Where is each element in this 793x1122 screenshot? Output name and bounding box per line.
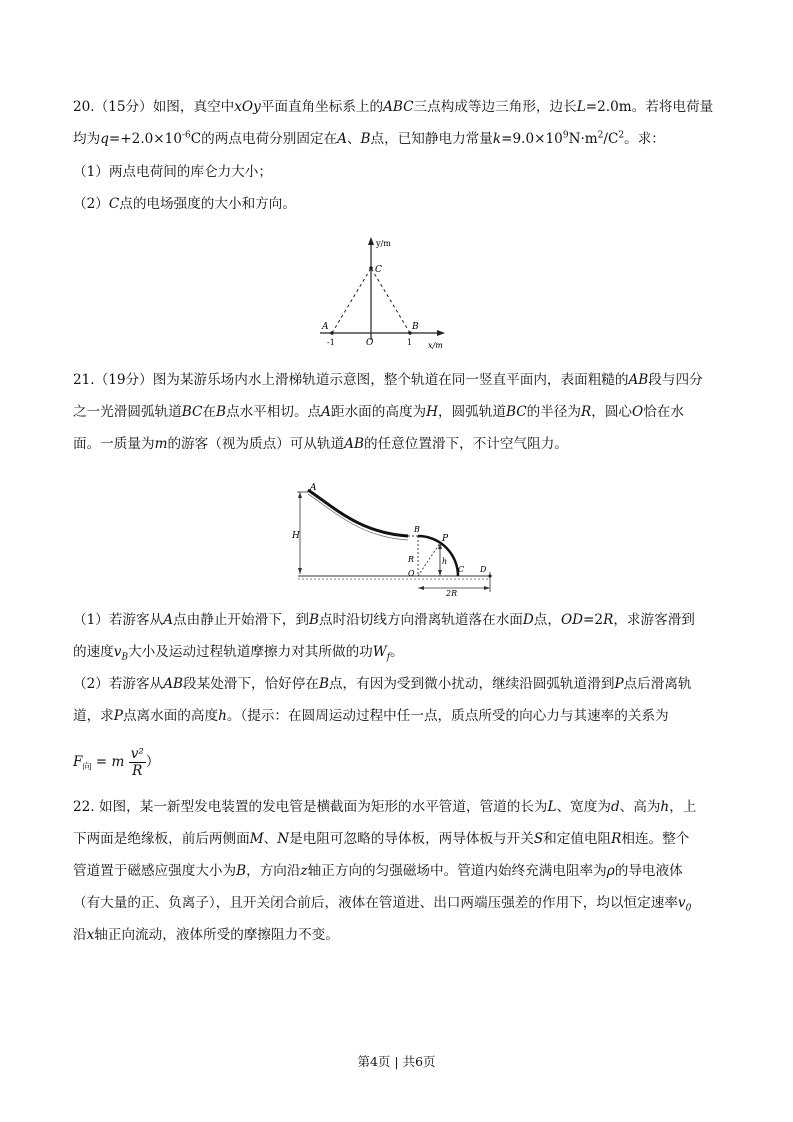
q21-line1: 21.（19分）图为某游乐场内水上滑梯轨道示意图，整个轨道在同一竖直平面内，表面粗糙的AB段与四分 xyxy=(73,372,703,388)
point-c xyxy=(369,266,373,270)
q21-sub1-line1: （1）若游客从A点由静止开始滑下，到B点时沿切线方向滑离轨道落在水面D点，OD=2R，求游客滑到 xyxy=(73,612,695,628)
slide-ab xyxy=(308,490,408,536)
tick-neg1: -1 xyxy=(327,338,335,347)
q21-sub2-line2: 道，求P点离水面的高度h。（提示：在圆周运动过程中任一点，质点所受的向心力与其速率的关系为 xyxy=(73,708,669,724)
label-b: B xyxy=(414,525,420,534)
label-a: A xyxy=(322,322,329,332)
q21-figure xyxy=(290,478,500,598)
q22-line2: 下两面是绝缘板，前后两侧面M、N是电阻可忽略的导体板，两导体板与开关S和定值电阻R相连。整个 xyxy=(73,831,690,847)
q22-line5: 沿x轴正向流动，液体所受的摩擦阻力不变。 xyxy=(73,927,339,943)
label-o: O xyxy=(408,569,415,578)
q21-sub1-line2: 的速度$v_B$大小及运动过程轨道摩擦力对其所做的功$W_f$。 xyxy=(73,644,404,663)
page-footer: 第4页 | 共6页 xyxy=(357,1054,436,1069)
label-r: R xyxy=(408,555,415,564)
triangle-side-ac xyxy=(332,268,371,333)
q20-figure xyxy=(300,232,460,352)
label-p: P xyxy=(442,534,449,544)
x-axis-label: x/m xyxy=(428,341,443,350)
label-c: C xyxy=(375,265,382,275)
label-o: O xyxy=(366,338,374,348)
label-2r: 2R xyxy=(446,589,458,598)
formula-fraction: $\frac{\text{v²}}{R}$ xyxy=(130,746,144,779)
point-a xyxy=(330,331,334,335)
q20-sub1: （1）两点电荷间的库仑力大小； xyxy=(73,164,272,180)
q22-line3: 管道置于磁感应强度大小为B，方向沿z轴正方向的匀强磁场中。管道内始终充满电阻率为ρ的导电液体 xyxy=(73,863,683,879)
label-h: h xyxy=(442,557,448,566)
q22-line1: 22. 如图，某一新型发电装置的发电管是横截面为矩形的水平管道，管道的长为L、宽度为d、高为h，上 xyxy=(73,799,697,815)
label-a: A xyxy=(310,483,317,493)
q22-line4: （有大量的正、负离子），且开关闭合前后，液体在管道进、出口两端压强差的作用下，均以恒定速率$v_0$ xyxy=(73,895,692,914)
q21-formula: $F_向 = m$ $\frac{\text{v²}}{R}$ ） xyxy=(73,746,160,779)
label-d: D xyxy=(480,565,487,574)
tick-1: 1 xyxy=(407,338,413,347)
q20-line2: 均为$q=+2.0\times 10^{-6}C$的两点电荷分别固定在A、B点，已知静电力常量$k=9.0\times 10^9N\cdot m^2/C^2$。求： xyxy=(73,130,665,147)
label-c: C xyxy=(458,565,465,574)
label-h-cap: H xyxy=(292,531,300,541)
q21-line2: 之一光滑圆弧轨道BC在B点水平相切。点A距水面的高度为H，圆弧轨道BC的半径为R，圆心O恰在水 xyxy=(73,404,684,420)
q21-line3: 面。一质量为m的游客（视为质点）可从轨道AB的任意位置滑下，不计空气阻力。 xyxy=(73,436,568,452)
q20-line1: 20.（15分）如图，真空中xOy平面直角坐标系上的ABC三点构成等边三角形，边长L=2.0m。若将电荷量 xyxy=(73,99,714,115)
triangle-side-bc xyxy=(371,268,410,333)
q21-sub2-line1: （2）若游客从AB段某处滑下，恰好停在B点，有因为受到微小扰动，继续沿圆弧轨道滑到P点后滑离轨 xyxy=(73,676,692,692)
label-b: B xyxy=(412,322,419,332)
y-axis-label: y/m xyxy=(376,239,391,248)
q20-sub2: （2）C点的电场强度的大小和方向。 xyxy=(73,196,296,212)
